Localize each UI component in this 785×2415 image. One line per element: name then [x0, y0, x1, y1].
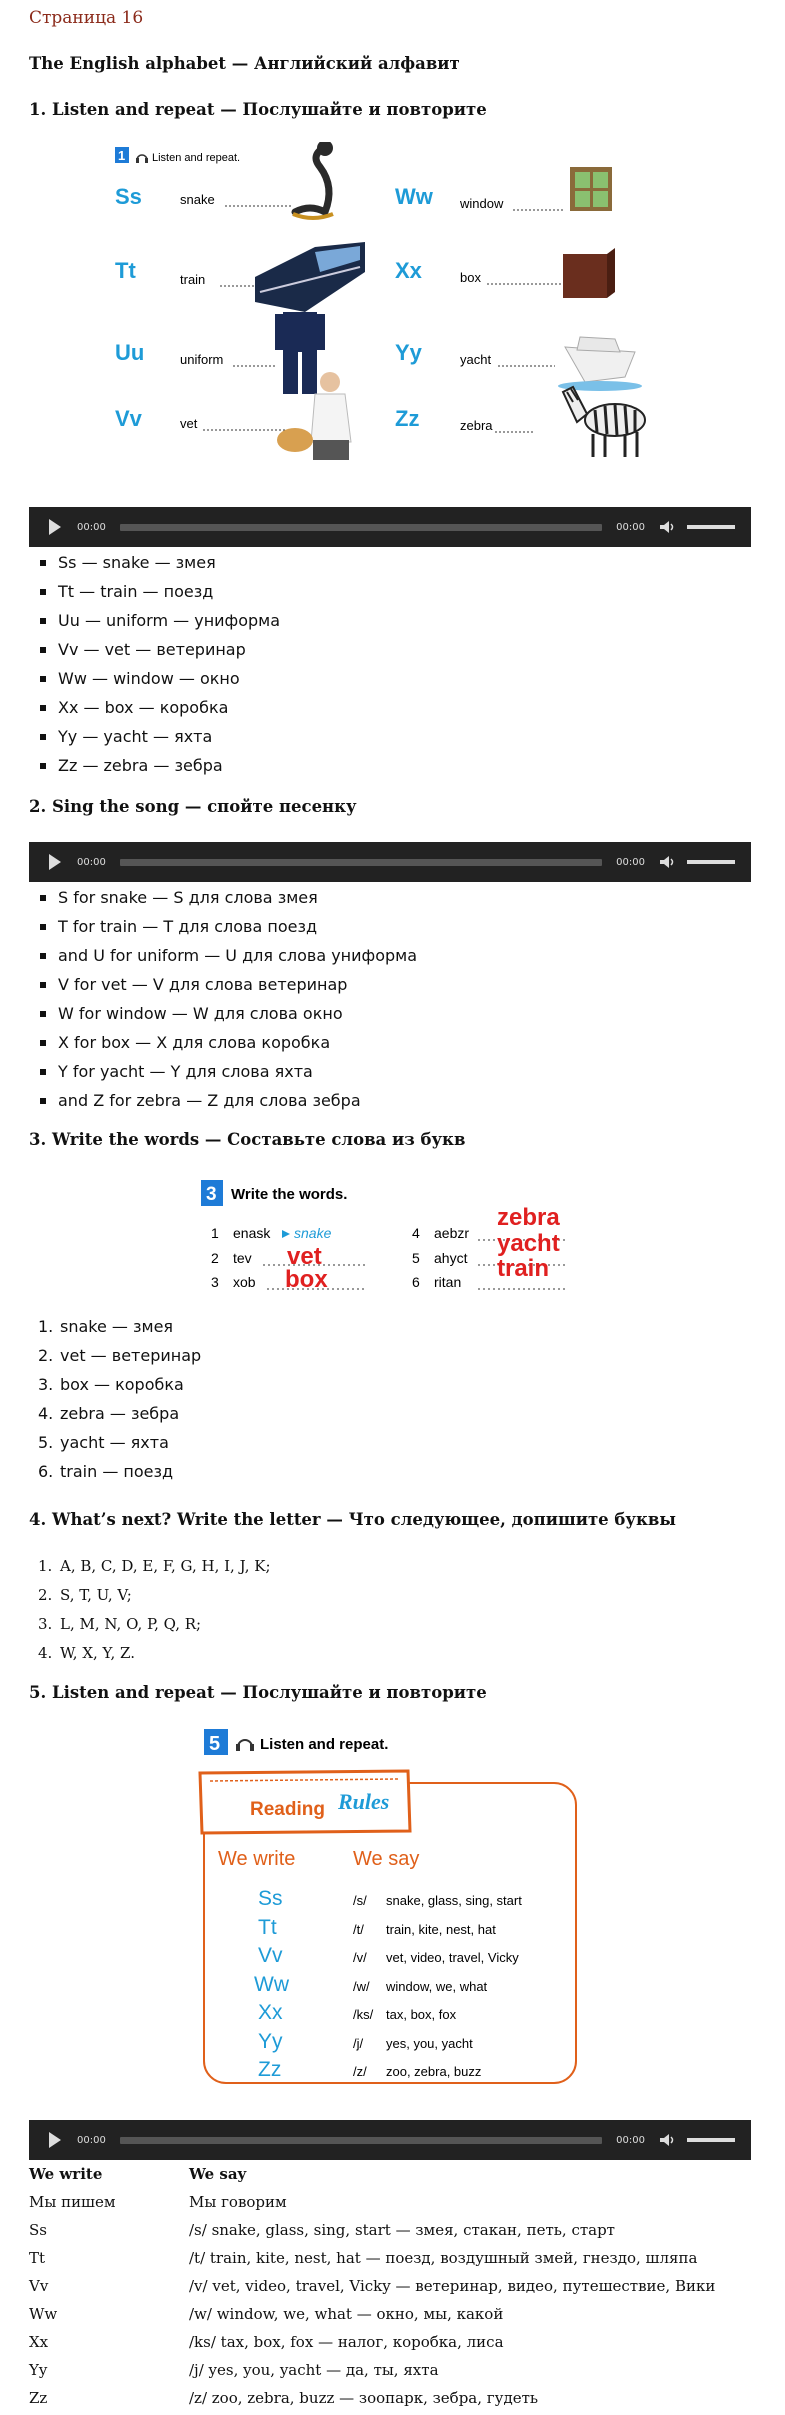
list-item: 4. W, X, Y, Z.: [38, 1644, 135, 1662]
item-number: 3: [211, 1274, 219, 1290]
rule-letter: Yy: [258, 2030, 283, 2053]
word-yacht: yacht: [460, 352, 492, 367]
list-item: Yy — yacht — яхта: [40, 722, 280, 751]
rule-sound: /s/: [353, 1893, 367, 1908]
list-item: Tt — train — поезд: [40, 577, 280, 606]
song-list: [40, 883, 417, 1115]
vocab-list: [40, 548, 280, 780]
instruction: Write the words.: [231, 1186, 348, 1203]
volume-icon[interactable]: [659, 520, 677, 534]
list-item: Vv — vet — ветеринар: [40, 635, 280, 664]
scrambled-word: xob: [233, 1274, 256, 1290]
letter-uu: Uu: [115, 340, 145, 365]
section-heading-3: 3. Write the words — Составьте слова из букв: [29, 1130, 466, 1149]
reading-text: Reading: [250, 1799, 325, 1820]
item-number: 5: [412, 1250, 420, 1266]
rule-sound: /j/: [353, 2036, 364, 2051]
progress-track[interactable]: [120, 2137, 602, 2144]
table-header: We write: [29, 2165, 103, 2183]
duration: 00:00: [616, 856, 645, 868]
item-number: 4: [412, 1225, 420, 1241]
current-time: 00:00: [77, 856, 106, 868]
rule-letter: Tt: [258, 1916, 277, 1939]
list-item: 2. S, T, U, V;: [38, 1586, 132, 1604]
progress-track[interactable]: [120, 859, 602, 866]
answer-zebra: zebra: [497, 1204, 560, 1231]
instruction: Listen and repeat.: [152, 152, 241, 164]
volume-slider[interactable]: [687, 525, 735, 529]
page-title: The English alphabet — Английский алфавит: [29, 54, 460, 73]
scrambled-word: enask: [233, 1225, 271, 1241]
answer-train: train: [497, 1255, 550, 1282]
table-row: Tt /t/ train, kite, nest, hat — поезд, воздушный змей, гнездо, шляпа: [29, 2249, 698, 2267]
play-button[interactable]: [49, 2132, 61, 2148]
list-item: 5. yacht — яхта: [38, 1433, 169, 1452]
section-heading-5: 5. Listen and repeat — Послушайте и повторите: [29, 1683, 487, 1702]
list-item: Ww — window — окно: [40, 664, 280, 693]
list-item: and Z for zebra — Z для слова зебра: [40, 1086, 417, 1115]
snake-icon: [293, 142, 333, 218]
volume-icon[interactable]: [659, 2133, 677, 2147]
list-item: Zz — zebra — зебра: [40, 751, 280, 780]
exercise-number: 5: [209, 1733, 221, 1755]
word-train: train: [180, 272, 206, 287]
item-number: 2: [211, 1250, 219, 1266]
rule-sound: /w/: [353, 1979, 370, 1994]
current-time: 00:00: [77, 2134, 106, 2146]
audio-player-2: [29, 842, 751, 882]
word-window: window: [460, 196, 504, 211]
duration: 00:00: [616, 521, 645, 533]
table-row: Vv /v/ vet, video, travel, Vicky — ветеринар, видео, путешествие, Вики: [29, 2277, 716, 2295]
rule-words: snake, glass, sing, start: [386, 1893, 522, 1908]
word-snake: snake: [180, 192, 215, 207]
write-words-figure: [195, 1172, 595, 1302]
rule-sound: /v/: [353, 1950, 367, 1965]
word-uniform: uniform: [180, 352, 224, 367]
table-row: Yy /j/ yes, you, yacht — да, ты, яхта: [29, 2361, 439, 2379]
table-row: Ww /w/ window, we, what — окно, мы, какой: [29, 2305, 504, 2323]
train-icon: [255, 242, 365, 312]
rules-text: Rules: [338, 1789, 390, 1814]
rule-sound: /z/: [353, 2064, 367, 2079]
answer-vet: vet: [287, 1243, 322, 1270]
duration: 00:00: [616, 2134, 645, 2146]
letter-vv: Vv: [115, 406, 142, 431]
letter-yy: Yy: [395, 340, 422, 365]
window-icon: [570, 167, 612, 211]
alphabet-figure: [115, 142, 675, 488]
rule-letter: Vv: [258, 1944, 283, 1967]
table-row: Zz /z/ zoo, zebra, buzz — зоопарк, зебра, гудеть: [29, 2389, 539, 2407]
list-item: 4. zebra — зебра: [38, 1404, 180, 1423]
volume-slider[interactable]: [687, 2138, 735, 2142]
item-number: 1: [211, 1225, 219, 1241]
letters-list: [38, 1552, 271, 1668]
list-item: 3. box — коробка: [38, 1375, 184, 1394]
scrambled-word: aebzr: [434, 1225, 470, 1241]
scrambled-word: ritan: [434, 1274, 462, 1290]
answers-list: [38, 1312, 201, 1486]
rule-words: tax, box, fox: [386, 2007, 457, 2022]
letter-zz: Zz: [395, 406, 420, 431]
list-item: 6. train — поезд: [38, 1462, 174, 1481]
uniform-icon: [275, 312, 325, 394]
scrambled-word: ahyct: [434, 1250, 468, 1266]
rule-letter: Ss: [258, 1887, 283, 1910]
section-heading-4: 4. What’s next? Write the letter — Что следующее, допишите буквы: [29, 1510, 676, 1529]
yacht-icon: [558, 337, 642, 391]
rule-letter: Xx: [258, 2001, 283, 2024]
example-answer: snake: [294, 1225, 332, 1241]
rule-words: yes, you, yacht: [386, 2036, 473, 2051]
rule-words: zoo, zebra, buzz: [386, 2064, 482, 2079]
rule-letter: Ww: [254, 1973, 289, 1996]
item-number: 6: [412, 1274, 420, 1290]
progress-track[interactable]: [120, 524, 602, 531]
list-item: 3. L, M, N, O, P, Q, R;: [38, 1615, 202, 1633]
letter-xx: Xx: [395, 258, 422, 283]
rule-letter: Zz: [258, 2058, 282, 2081]
audio-player-3: [29, 2120, 751, 2160]
volume-slider[interactable]: [687, 860, 735, 864]
section-heading-1: 1. Listen and repeat — Послушайте и повторите: [29, 100, 487, 119]
headphones-icon: [136, 155, 148, 163]
answer-yacht: yacht: [497, 1230, 560, 1257]
list-item: S for snake — S для слова змея: [40, 883, 417, 912]
list-item: Ss — snake — змея: [40, 548, 280, 577]
rule-words: vet, video, travel, Vicky: [386, 1950, 519, 1965]
list-item: Uu — uniform — униформа: [40, 606, 280, 635]
headphones-icon: [236, 1740, 254, 1751]
word-vet: vet: [180, 416, 198, 431]
box-icon: [563, 248, 615, 298]
rule-words: train, kite, nest, hat: [386, 1922, 496, 1937]
volume-icon[interactable]: [659, 855, 677, 869]
answer-box: box: [285, 1266, 328, 1293]
current-time: 00:00: [77, 521, 106, 533]
list-item: W for window — W для слова окно: [40, 999, 417, 1028]
audio-player-1: [29, 507, 751, 547]
rule-sound: /ks/: [353, 2007, 374, 2022]
list-item: Xx — box — коробка: [40, 693, 280, 722]
list-item: 1. A, B, C, D, E, F, G, H, I, J, K;: [38, 1557, 271, 1575]
letter-tt: Tt: [115, 258, 136, 283]
exercise-number: 1: [118, 148, 126, 163]
list-item: 2. vet — ветеринар: [38, 1346, 202, 1365]
word-zebra: zebra: [460, 418, 493, 433]
table-row: Мы пишем Мы говорим: [29, 2193, 287, 2211]
table-header: We say: [189, 2165, 247, 2183]
scrambled-word: tev: [233, 1250, 252, 1266]
rule-sound: /t/: [353, 1922, 364, 1937]
rule-words: window, we, what: [386, 1979, 488, 1994]
table-row: Ss /s/ snake, glass, sing, start — змея, стакан, петь, старт: [29, 2221, 615, 2239]
letter-ww: Ww: [395, 184, 433, 209]
reading-rules-figure: [198, 1725, 598, 2100]
play-button[interactable]: [49, 519, 61, 535]
section-heading-2: 2. Sing the song — спойте песенку: [29, 797, 357, 816]
zebra-icon: [563, 387, 645, 457]
word-box: box: [460, 270, 481, 285]
list-item: 1. snake — змея: [38, 1317, 174, 1336]
letter-ss: Ss: [115, 184, 142, 209]
instruction: Listen and repeat.: [260, 1736, 389, 1753]
page-link[interactable]: Страница 16: [29, 8, 144, 28]
list-item: Y for yacht — Y для слова яхта: [40, 1057, 417, 1086]
we-write-heading: We write: [218, 1848, 296, 1870]
we-say-heading: We say: [353, 1848, 420, 1870]
exercise-number: 3: [206, 1184, 217, 1205]
play-button[interactable]: [49, 854, 61, 870]
table-row: Xx /ks/ tax, box, fox — налог, коробка, лиса: [29, 2333, 504, 2351]
list-item: X for box — X для слова коробка: [40, 1028, 417, 1057]
rules-table: [29, 2160, 715, 2412]
list-item: V for vet — V для слова ветеринар: [40, 970, 417, 999]
list-item: T for train — T для слова поезд: [40, 912, 417, 941]
list-item: and U for uniform — U для слова униформа: [40, 941, 417, 970]
